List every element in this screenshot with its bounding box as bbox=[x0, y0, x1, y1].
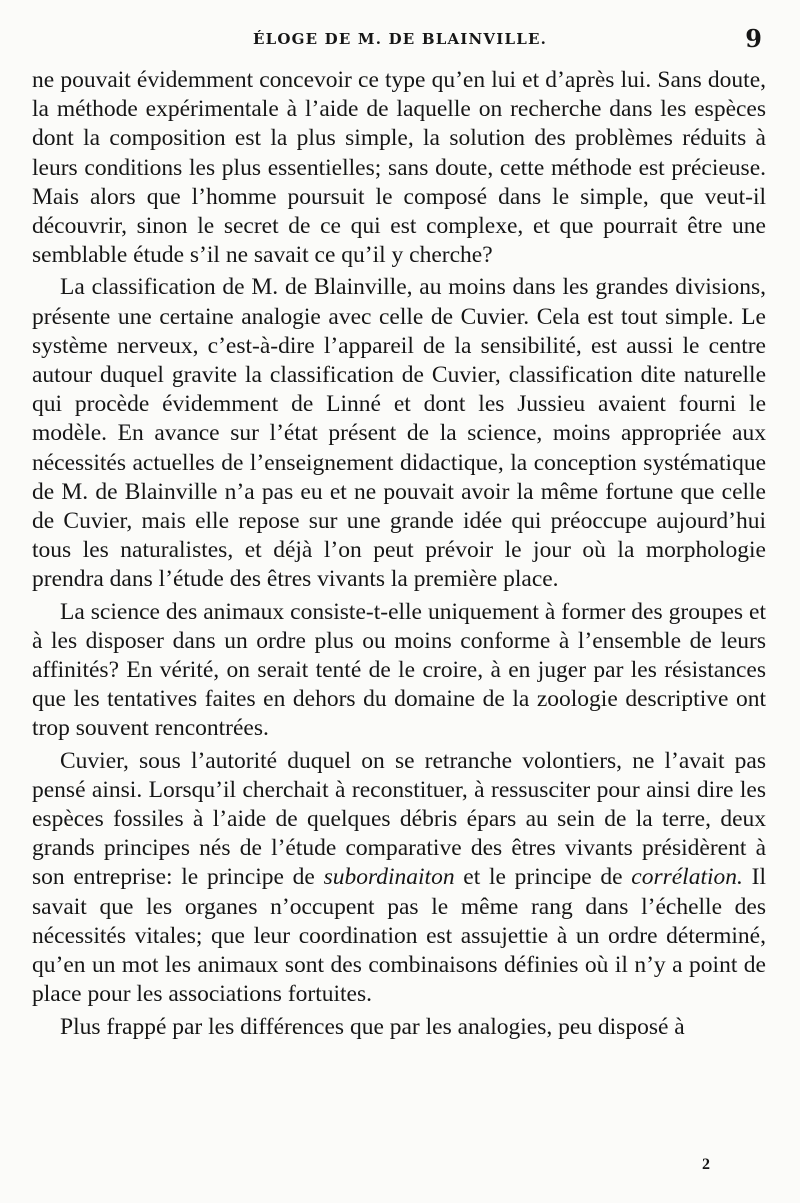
page-header bbox=[30, 24, 770, 56]
signature-mark: 2 bbox=[702, 1156, 710, 1173]
text-segment: La science des animaux consiste-t-elle uniquement à former des groupes et à les disposer dans un ordre plus ou moins conforme à l’ensemble de leurs affinités? En vérité, on serait tenté de le croire, à en juger par les résistances que les tentatives faites en dehors du domaine de la zoologie descriptive ont trop souvent rencontrées. bbox=[32, 598, 766, 742]
running-title: ÉLOGE DE M. DE BLAINVILLE. bbox=[252, 30, 548, 48]
body-text bbox=[32, 66, 766, 1042]
page-number: 9 bbox=[745, 24, 762, 53]
text-segment: ne pouvait évidemment concevoir ce type qu’en lui et d’après lui. Sans doute, la méthode expérimentale à l’aide de laquelle on recherche dans les espèces dont la composition est la plus simple, la solution des problèmes réduits à leurs conditions les plus essentielles; sans doute, cette méthode est précieuse. Mais alors que l’homme poursuit le composé dans le simple, que veut-il découvrir, sinon le secret de ce qui est complexe, et que pourrait être une semblable étude s’il ne savait ce qu’il y cherche? bbox=[32, 67, 766, 269]
paragraph bbox=[32, 598, 766, 744]
paragraph bbox=[32, 1013, 766, 1042]
italic-term: subordinaiton bbox=[323, 864, 455, 891]
text-segment: Plus frappé par les différences que par les analogies, peu disposé à bbox=[60, 1013, 685, 1040]
text-segment: Il savait que les organes n’occupent pas le même rang dans l’échelle des nécessités vitales; que leur coordination est assujettie à un ordre déterminé, qu’en un mot les animaux sont des combinaisons définies où il n’y a point de place pour les associations fortuites. bbox=[32, 864, 766, 1008]
paragraph bbox=[32, 747, 766, 1010]
italic-term: corrélation. bbox=[631, 864, 743, 891]
text-segment: Cuvier, sous l’autorité duquel on se retranche volontiers, ne l’avait pas pensé ainsi. Lorsqu’il cherchait à reconstituer, à ressusciter pour ainsi dire les espèces fossiles à l’aide de quelques débris épars au sein de la terre, deux grands principes nés de l’étude comparative des êtres vivants présidèrent à son entreprise: le principe de bbox=[32, 747, 766, 891]
text-segment: La classification de M. de Blainville, au moins dans les grandes divisions, présente une certaine analogie avec celle de Cuvier. Cela est tout simple. Le système nerveux, c’est-à-dire l’appareil de la sensibilité, est aussi le centre autour duquel gravite la classification de Cuvier, classification dite naturelle qui procède évidemment de Linné et dont les Jussieu avaient fourni le modèle. En avance sur l’état présent de la science, moins appropriée aux nécessités actuelles de l’enseignement didactique, la conception systématique de M. de Blainville n’a pas eu et ne pouvait avoir la même fortune que celle de Cuvier, mais elle repose sur une grande idée qui préoccupe aujourd’hui tous les naturalistes, et déjà l’on peut prévoir le jour où la morphologie prendra dans l’étude des êtres vivants la première place. bbox=[32, 274, 766, 593]
text-segment: et le principe de bbox=[454, 864, 632, 891]
paragraph bbox=[32, 273, 766, 594]
paragraph bbox=[32, 66, 766, 270]
